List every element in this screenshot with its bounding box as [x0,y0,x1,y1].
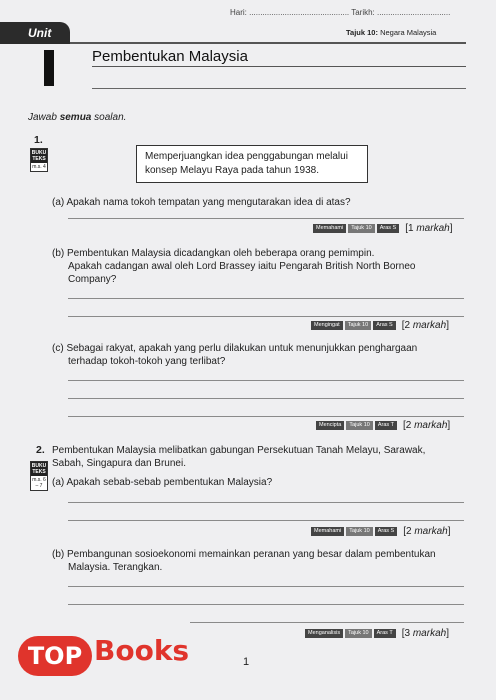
unit-number-bar [44,50,54,86]
q1c-text-1: (c) Sebagai rakyat, apakah yang perlu dilakukan untuk menunjukkan penghargaan [52,343,418,354]
q1b-text-1: (b) Pembentukan Malaysia dicadangkan oleh beberapa orang pemimpin. [52,248,375,259]
q1a-text: (a) Apakah nama tokoh tempatan yang mengutarakan idea di atas? [52,197,351,208]
unit-title: Pembentukan Malaysia [92,48,248,65]
title-rule-lower [92,88,466,89]
q1b-text-2: Apakah cadangan awal oleh Lord Brassey iaitu Pengarah British North Borneo [68,261,416,272]
answer-line[interactable] [68,380,464,381]
instruction: Jawab semua soalan. [28,112,127,123]
answer-line[interactable] [190,622,464,623]
q2a-text: (a) Apakah sebab-sebab pembentukan Malaysia? [52,477,273,488]
buku-teks-badge: BUKU TEKS m.s. 6 – 7 [31,463,47,489]
topic-heading [346,28,436,37]
q1b-meta: Mengingat Tajuk 10 Aras S [2 markah] [311,320,449,331]
header-rule [70,42,466,44]
q2b-meta: Menganalisis Tajuk 10 Aras T [3 markah] [305,628,449,639]
q1b-text-3: Company? [68,274,117,285]
quote-box: Memperjuangkan idea penggabungan melalui konsep Melayu Raya pada tahun 1938. [136,145,368,183]
q1c-meta: Mencipta Tajuk 10 Aras T [2 markah] [316,420,450,431]
answer-line[interactable] [68,604,464,605]
answer-line[interactable] [68,298,464,299]
answer-line[interactable] [68,586,464,587]
answer-line[interactable] [68,502,464,503]
q2b-text-2: Malaysia. Terangkan. [68,562,163,573]
topic-prefix: Tajuk 10: [346,28,378,37]
q1a-meta: Memahami Tajuk 10 Aras S [1 markah] [313,223,452,234]
q2-stem-2: Sabah, Singapura dan Brunei. [52,458,186,469]
q1c-text-2: terhadap tokoh-tokoh yang terlibat? [68,356,226,367]
q2-stem-1: Pembentukan Malaysia melibatkan gabungan Persekutuan Tanah Melayu, Sarawak, [52,445,426,456]
answer-line[interactable] [68,416,464,417]
topic-name: Negara Malaysia [380,28,437,37]
title-rule [92,66,466,67]
answer-line[interactable] [68,316,464,317]
q2b-text-1: (b) Pembangunan sosioekonomi memainkan peranan yang besar dalam pembentukan [52,549,436,560]
topbooks-logo-books: Books [94,634,190,667]
unit-tab: Unit [0,22,70,44]
question-1-number: 1. [34,134,43,146]
page-number: 1 [243,656,250,668]
answer-line[interactable] [68,218,464,219]
q2a-meta: Memahami Tajuk 10 Aras S [2 markah] [311,526,450,537]
question-2-number: 2. [36,444,45,456]
answer-line[interactable] [68,520,464,521]
topbooks-logo: TOP [18,636,92,676]
date-fields: Hari: ............................................. Tarikh: ................................. [230,8,451,17]
buku-teks-badge: BUKU TEKS m.s. 4 [31,150,47,170]
answer-line[interactable] [68,398,464,399]
